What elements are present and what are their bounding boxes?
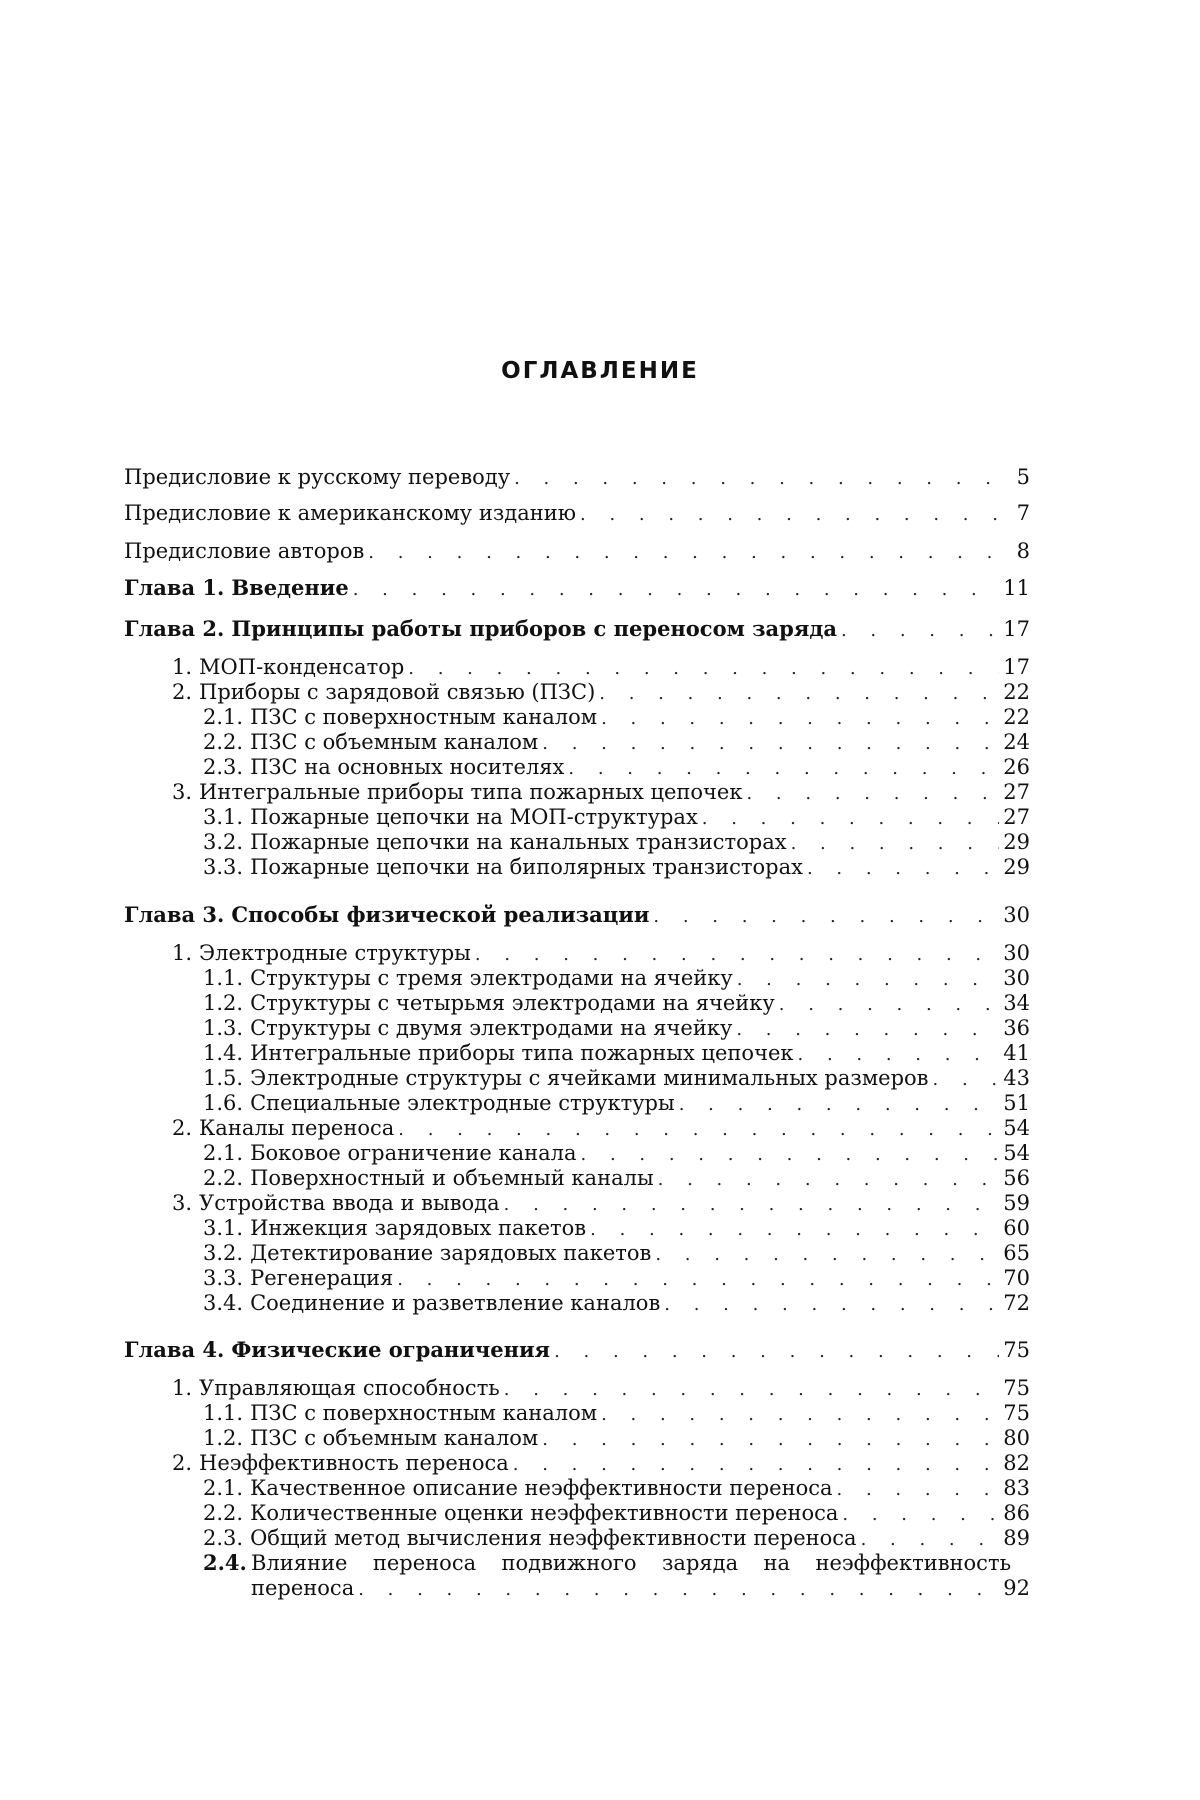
toc-subsection (203, 990, 1030, 1018)
toc-entry-number: 2.3. (203, 755, 244, 779)
toc-entry-page: 54 (1003, 1141, 1030, 1165)
toc-section (172, 1375, 1030, 1403)
toc-entry-number: 2.2. (203, 1166, 244, 1190)
toc-section (172, 940, 1030, 968)
toc-subsection (203, 1065, 1030, 1093)
toc-entry-number: Глава 3. (124, 902, 225, 927)
toc-entry-title: ПЗС с объемным каналом (250, 1426, 539, 1450)
toc-entry-title: ПЗС с объемным каналом (250, 730, 539, 754)
toc-entry-title-line2: переноса (251, 1576, 355, 1600)
toc-entry-number: 1.5. (203, 1066, 244, 1090)
toc-entry-number: 3. (172, 780, 193, 804)
leader-dots (358, 1577, 999, 1603)
toc-subsection (203, 1215, 1030, 1243)
toc-entry-number: 1. (172, 941, 193, 965)
toc-subsection (203, 1240, 1030, 1268)
toc-subsection (203, 754, 1030, 782)
toc-entry-number: 1.1. (203, 1401, 244, 1425)
toc-entry-title: Каналы переноса (199, 1116, 395, 1140)
toc-entry-title-line1: Влияние переноса подвижного заряда на неэффективность (251, 1551, 1011, 1575)
toc-entry-number: 1.3. (203, 1016, 244, 1040)
toc-entry-page: 75 (1003, 1338, 1030, 1362)
toc-subsection (203, 1040, 1030, 1068)
toc-entry-page: 30 (1003, 966, 1030, 990)
leader-dots (664, 1292, 999, 1318)
toc-entry-page: 60 (1003, 1216, 1030, 1240)
toc-entry-title: Способы физической реализации (231, 902, 650, 927)
toc-entry-number: 2.1. (203, 1141, 244, 1165)
toc-entry-title: Детектирование зарядовых пакетов (250, 1241, 652, 1265)
toc-entry-number: Глава 4. (124, 1337, 225, 1362)
toc-subsection (203, 1015, 1030, 1043)
toc-section (172, 1115, 1030, 1143)
toc-entry-title: Устройства ввода и вывода (199, 1191, 500, 1215)
toc-entry-number: 2. (172, 1116, 193, 1140)
toc-entry-title: Боковое ограничение канала (250, 1141, 577, 1165)
toc-entry-page: 30 (1003, 941, 1030, 965)
toc-subsection-multiline-continuation (251, 1575, 1030, 1603)
toc-entry-title: Регенерация (250, 1266, 394, 1290)
toc-entry-page: 29 (1003, 855, 1030, 879)
toc-subsection (203, 965, 1030, 993)
toc-entry-title: Структуры с тремя электродами на ячейку (250, 966, 733, 990)
toc-entry-number: 2. (172, 1451, 193, 1475)
toc-entry-preface-authors (124, 538, 1030, 566)
toc-entry-page: 80 (1003, 1426, 1030, 1450)
toc-entry-number: 3.2. (203, 830, 244, 854)
toc-entry-title: Пожарные цепочки на МОП-структурах (250, 805, 698, 829)
toc-subsection (203, 729, 1030, 757)
toc-entry-page: 65 (1003, 1241, 1030, 1265)
toc-entry-title: Интегральные приборы типа пожарных цепочек (250, 1041, 794, 1065)
toc-subsection (203, 1265, 1030, 1293)
toc-chapter-3 (124, 902, 1030, 930)
leader-dots (807, 856, 999, 882)
toc-subsection (203, 854, 1030, 882)
toc-entry-title: ПЗС с поверхностным каналом (250, 1401, 598, 1425)
toc-entry-page: 89 (1003, 1526, 1030, 1550)
toc-entry-page: 30 (1003, 903, 1030, 927)
toc-entry-title: Неэффективность переноса (199, 1451, 509, 1475)
toc-subsection (203, 1165, 1030, 1193)
toc-entry-page: 22 (1003, 680, 1030, 704)
toc-entry-page: 75 (1003, 1401, 1030, 1425)
toc-chapter-2 (124, 616, 1030, 644)
toc-subsection (203, 1475, 1030, 1503)
leader-dots (653, 904, 999, 930)
toc-entry-title: Предисловие к американскому изданию (124, 501, 577, 525)
toc-entry-title: Введение (231, 575, 349, 600)
toc-entry-page: 8 (1016, 539, 1030, 563)
toc-entry-title: Специальные электродные структуры (250, 1091, 675, 1115)
toc-entry-number: 2.2. (203, 730, 244, 754)
toc-entry-number: 2.4. (203, 1550, 247, 1575)
toc-entry-number: 1.4. (203, 1041, 244, 1065)
leader-dots (580, 502, 1000, 528)
toc-entry-number: 3.1. (203, 805, 244, 829)
toc-entry-page: 75 (1003, 1376, 1030, 1400)
toc-entry-title: Поверхностный и объемный каналы (250, 1166, 654, 1190)
toc-subsection (203, 1425, 1030, 1453)
toc-subsection (203, 1090, 1030, 1118)
toc-entry-number: 1.2. (203, 1426, 244, 1450)
toc-entry-page: 11 (1003, 576, 1030, 600)
toc-entry-number: 1.6. (203, 1091, 244, 1115)
toc-entry-page: 54 (1003, 1116, 1030, 1140)
toc-entry-number: 3.3. (203, 1266, 244, 1290)
toc-entry-page: 72 (1003, 1291, 1030, 1315)
toc-section (172, 654, 1030, 682)
toc-entry-title: ПЗС на основных носителях (250, 755, 565, 779)
leader-dots (368, 540, 1000, 566)
toc-entry-title: Электродные структуры с ячейками минимальных размеров (250, 1066, 929, 1090)
toc-subsection (203, 829, 1030, 857)
toc-entry-title: Структуры с двумя электродами на ячейку (250, 1016, 733, 1040)
toc-subsection (203, 1400, 1030, 1428)
toc-entry-number: 2.2. (203, 1501, 244, 1525)
toc-entry-page: 86 (1003, 1501, 1030, 1525)
toc-subsection (203, 1290, 1030, 1318)
toc-entry-title: Принципы работы приборов с переносом заряда (231, 616, 837, 641)
toc-entry-number: 3.4. (203, 1291, 244, 1315)
toc-entry-title: Соединение и разветвление каналов (250, 1291, 661, 1315)
toc-section (172, 679, 1030, 707)
toc-subsection-multiline (203, 1550, 1030, 1576)
toc-entry-number: 2.1. (203, 705, 244, 729)
toc-entry-number: 2.1. (203, 1476, 244, 1500)
toc-entry-page: 27 (1003, 805, 1030, 829)
toc-entry-title: Пожарные цепочки на канальных транзисторах (250, 830, 787, 854)
toc-entry-title: Физические ограничения (231, 1337, 551, 1362)
toc-entry-number: 1.1. (203, 966, 244, 990)
toc-entry-title: Интегральные приборы типа пожарных цепочек (199, 780, 743, 804)
toc-entry-title: Общий метод вычисления неэффективности переноса (250, 1526, 857, 1550)
toc-entry-title: Управляющая способность (199, 1376, 500, 1400)
toc-entry-page: 17 (1003, 617, 1030, 641)
toc-subsection (203, 1140, 1030, 1168)
toc-entry-number: 3.3. (203, 855, 244, 879)
toc-section (172, 1190, 1030, 1218)
toc-entry-number: 1. (172, 655, 193, 679)
toc-entry-number: 1.2. (203, 991, 244, 1015)
toc-subsection (203, 1525, 1030, 1553)
toc-entry-title: Количественные оценки неэффективности переноса (250, 1501, 839, 1525)
toc-entry-preface-russian (124, 464, 1030, 492)
toc-entry-page: 36 (1003, 1016, 1030, 1040)
toc-entry-page: 83 (1003, 1476, 1030, 1500)
toc-subsection (203, 704, 1030, 732)
toc-entry-page: 82 (1003, 1451, 1030, 1475)
toc-entry-page: 24 (1003, 730, 1030, 754)
leader-dots (841, 618, 999, 644)
toc-entry-page: 34 (1003, 991, 1030, 1015)
toc-entry-page: 43 (1003, 1066, 1030, 1090)
toc-entry-page: 7 (1016, 501, 1030, 525)
toc-subsection (203, 1500, 1030, 1528)
toc-entry-page: 5 (1016, 465, 1030, 489)
toc-section (172, 1450, 1030, 1478)
toc-entry-preface-american (124, 500, 1030, 528)
toc-entry-number: 2. (172, 680, 193, 704)
toc-section (172, 779, 1030, 807)
toc-entry-page: 29 (1003, 830, 1030, 854)
toc-entry-page: 22 (1003, 705, 1030, 729)
toc-entry-page: 59 (1003, 1191, 1030, 1215)
toc-entry-number: 1. (172, 1376, 193, 1400)
toc-entry-page: 56 (1003, 1166, 1030, 1190)
toc-entry-page: 41 (1003, 1041, 1030, 1065)
toc-heading: ОГЛАВЛЕНИЕ (501, 358, 699, 384)
toc-entry-page: 70 (1003, 1266, 1030, 1290)
leader-dots (353, 577, 1000, 603)
toc-chapter-4 (124, 1337, 1030, 1365)
toc-entry-number: 2.3. (203, 1526, 244, 1550)
toc-entry-title: Предисловие авторов (124, 539, 365, 563)
toc-entry-title: Пожарные цепочки на биполярных транзисторах (250, 855, 803, 879)
toc-entry-page: 92 (1003, 1576, 1030, 1600)
toc-entry-number: 3.1. (203, 1216, 244, 1240)
toc-chapter-1 (124, 575, 1030, 603)
toc-entry-number: Глава 2. (124, 616, 225, 641)
leader-dots (514, 466, 1000, 492)
toc-entry-title: Приборы с зарядовой связью (ПЗС) (199, 680, 596, 704)
toc-entry-page: 26 (1003, 755, 1030, 779)
toc-entry-page: 27 (1003, 780, 1030, 804)
toc-entry-title: Электродные структуры (199, 941, 471, 965)
toc-entry-title: ПЗС с поверхностным каналом (250, 705, 598, 729)
toc-entry-number: 3.2. (203, 1241, 244, 1265)
toc-entry-page: 17 (1003, 655, 1030, 679)
leader-dots (554, 1339, 999, 1365)
toc-entry-title: Предисловие к русскому переводу (124, 465, 511, 489)
toc-entry-title: Инжекция зарядовых пакетов (250, 1216, 587, 1240)
toc-entry-title: МОП-конденсатор (199, 655, 405, 679)
toc-entry-title: Качественное описание неэффективности переноса (250, 1476, 833, 1500)
toc-entry-number: 3. (172, 1191, 193, 1215)
toc-entry-page: 51 (1003, 1091, 1030, 1115)
toc-subsection (203, 804, 1030, 832)
toc-entry-title: Структуры с четырьмя электродами на ячейку (250, 991, 775, 1015)
toc-entry-number: Глава 1. (124, 575, 225, 600)
